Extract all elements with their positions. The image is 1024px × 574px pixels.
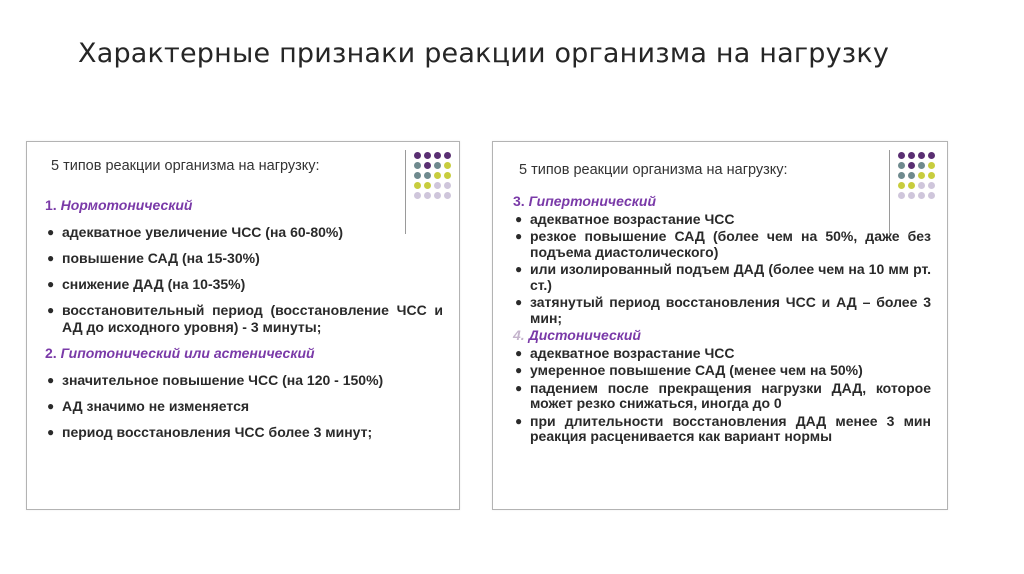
list-item	[513, 262, 931, 293]
bullet-icon: ●	[515, 380, 523, 395]
bullet-icon: ●	[47, 373, 55, 387]
list-item	[45, 250, 443, 267]
list-item-text: повышение САД (на 15-30%)	[62, 250, 260, 266]
section-number: 3.	[513, 193, 525, 209]
list-item-text: снижение ДАД (на 10-35%)	[62, 276, 246, 292]
decorative-dot-grid	[898, 152, 935, 199]
list-item	[45, 398, 443, 415]
list-item	[45, 302, 443, 336]
section-number: 2.	[45, 345, 57, 361]
right-panel	[492, 141, 948, 510]
list-item-text: АД значимо не изменяется	[62, 398, 250, 414]
list-item-text: адекватное увеличение ЧСС (на 60-80%)	[62, 224, 344, 240]
section-title-hypotonic	[45, 345, 443, 362]
decorative-dot	[434, 162, 441, 169]
bullet-icon: ●	[515, 363, 523, 377]
bullet-icon: ●	[47, 251, 55, 265]
decorative-dot	[928, 172, 935, 179]
section-name: Нормотонический	[60, 197, 193, 213]
bullet-icon: ●	[515, 413, 523, 428]
decorative-dot	[928, 162, 935, 169]
list-item-text: падением после прекращения нагрузки ДАД, которое может резко снижаться, иногда до 0	[530, 379, 931, 411]
section-number: 1.	[45, 197, 57, 213]
list-item	[513, 414, 931, 445]
decorative-dot	[918, 172, 925, 179]
list-item	[45, 224, 443, 241]
decorative-dot	[918, 182, 925, 189]
section-number: 4.	[513, 327, 525, 343]
list-item-text: или изолированный подъем ДАД (более чем на 10 мм рт. ст.)	[530, 261, 931, 293]
decorative-dot	[434, 182, 441, 189]
list-item	[513, 363, 931, 379]
bullet-icon: ●	[47, 425, 55, 439]
bullet-icon: ●	[47, 303, 55, 317]
decorative-dot	[444, 182, 451, 189]
section-name: Дистонический	[528, 327, 641, 343]
list-item-text: затянутый период восстановления ЧСС и АД – более 3 мин;	[530, 294, 931, 326]
bullet-icon: ●	[515, 229, 523, 243]
decorative-dot	[424, 182, 431, 189]
section-title-normotonic	[45, 197, 443, 214]
decorative-dot	[908, 162, 915, 169]
decorative-dot	[444, 172, 451, 179]
decorative-dot	[898, 182, 905, 189]
decorative-dot	[424, 172, 431, 179]
list-item	[513, 381, 931, 412]
list-hypotonic	[45, 372, 443, 441]
decorative-dot	[928, 152, 935, 159]
bullet-icon: ●	[515, 262, 523, 276]
left-panel-content	[45, 197, 443, 450]
list-item	[45, 372, 443, 389]
slide-title: Характерные признаки реакции организма на нагрузку	[78, 38, 890, 69]
list-item-text: умеренное повышение САД (менее чем на 50%)	[530, 362, 863, 378]
list-item-text: адекватное возрастание ЧСС	[530, 210, 735, 227]
bullet-icon: ●	[47, 225, 55, 239]
list-item-text: период восстановления ЧСС более 3 минут;	[62, 424, 373, 440]
list-item	[513, 229, 931, 260]
decorative-dot	[434, 172, 441, 179]
decorative-dot	[424, 152, 431, 159]
list-item	[45, 424, 443, 441]
list-item-text: восстановительный период (восстановление ЧСС и АД до исходного уровня) - 3 минуты;	[62, 302, 443, 335]
right-panel-header: 5 типов реакции организма на нагрузку:	[519, 162, 788, 178]
decorative-dot	[928, 182, 935, 189]
decorative-dot	[908, 152, 915, 159]
decorative-dot	[434, 152, 441, 159]
decorative-dot	[424, 162, 431, 169]
decorative-dot	[414, 162, 421, 169]
list-item	[513, 346, 931, 362]
list-item	[513, 295, 931, 326]
decorative-dot	[444, 152, 451, 159]
list-dystonic	[513, 346, 931, 445]
section-title-hypertonic	[513, 194, 931, 210]
list-item-text: значительное повышение ЧСС (на 120 - 150%)	[62, 372, 384, 388]
section-name: Гипотонический или астенический	[60, 345, 315, 361]
decorative-dot-grid	[414, 152, 451, 199]
left-panel	[26, 141, 460, 510]
decorative-dot	[414, 172, 421, 179]
section-title-dystonic	[513, 328, 931, 344]
list-item-text: резкое повышение САД (более чем на 50%, даже без подъема диастолического)	[530, 228, 931, 260]
bullet-icon: ●	[47, 277, 55, 291]
decorative-dot	[898, 162, 905, 169]
list-normotonic	[45, 224, 443, 336]
list-hypertonic	[513, 212, 931, 327]
decorative-dot	[918, 162, 925, 169]
decorative-dot	[908, 172, 915, 179]
decorative-dot	[444, 192, 451, 199]
list-item	[45, 276, 443, 293]
decorative-dot	[414, 182, 421, 189]
decorative-dot	[918, 152, 925, 159]
list-item	[513, 212, 931, 228]
decorative-dot	[898, 152, 905, 159]
right-panel-content	[513, 194, 931, 447]
bullet-icon: ●	[515, 345, 523, 360]
decorative-dot	[908, 182, 915, 189]
bullet-icon: ●	[47, 399, 55, 413]
bullet-icon: ●	[515, 295, 523, 309]
decorative-dot	[898, 172, 905, 179]
bullet-icon: ●	[515, 211, 523, 226]
list-item-text: при длительности восстановления ДАД менее 3 мин реакция расценивается как вариант нормы	[530, 412, 931, 444]
section-name: Гипертонический	[528, 193, 657, 209]
decorative-dot	[444, 162, 451, 169]
list-item-text: адекватное возрастание ЧСС	[530, 344, 735, 361]
decorative-dot	[414, 152, 421, 159]
left-panel-header: 5 типов реакции организма на нагрузку:	[51, 158, 320, 174]
